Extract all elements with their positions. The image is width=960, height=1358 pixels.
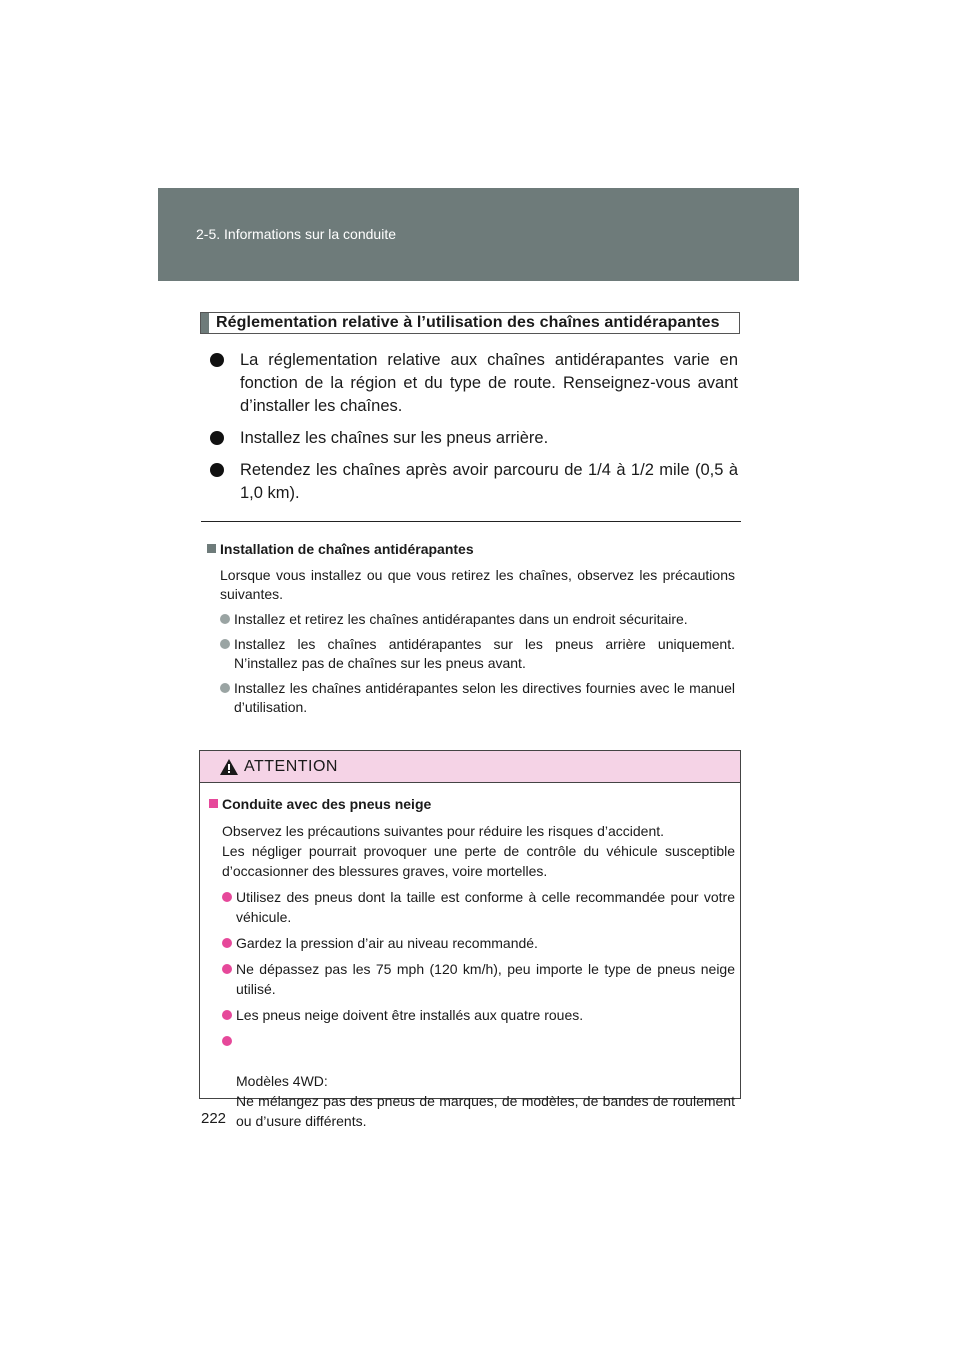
header-band	[158, 188, 799, 281]
list-item	[207, 610, 735, 629]
installation-note	[207, 540, 735, 717]
note-title-text: Installation de chaînes antidérapantes	[220, 541, 474, 557]
warning-intro: Observez les précautions suivantes pour réduire les risques d’accident. Les négliger pourrait provoquer une perte de contrôle du véhicule susceptible d’occasionner des blessures graves, voire mortelles.	[222, 823, 735, 879]
warning-header	[200, 751, 740, 783]
regulation-list	[210, 349, 738, 514]
list-item	[210, 349, 738, 418]
list-item	[209, 887, 735, 927]
list-item-text: Installez les chaînes antidérapantes sur les pneus arrière uniquement. N’installez pas de chaînes sur les pneus avant.	[234, 636, 735, 671]
heading-bar	[201, 313, 209, 333]
list-item-text: Modèles 4WD: Ne mélangez pas des pneus de marques, de modèles, de bandes de roulement ou d’usure différents.	[236, 1073, 735, 1129]
list-item-text: Utilisez des pneus dont la taille est conforme à celle recommandée pour votre véhicule.	[236, 889, 735, 925]
list-item	[207, 679, 735, 717]
list-item	[209, 1031, 735, 1131]
regulation-heading	[200, 312, 740, 334]
square-bullet-icon	[207, 544, 216, 553]
square-bullet-icon	[209, 799, 218, 808]
warning-title	[209, 794, 735, 814]
bullet-icon	[220, 639, 230, 649]
bullet-icon	[210, 431, 224, 445]
bullet-icon	[220, 614, 230, 624]
note-intro: Lorsque vous installez ou que vous retirez les chaînes, observez les précautions suivantes.	[220, 567, 735, 602]
bullet-icon	[222, 1010, 232, 1020]
list-item	[210, 427, 738, 450]
divider	[201, 521, 741, 522]
list-item-text: Installez et retirez les chaînes antidérapantes dans un endroit sécuritaire.	[234, 611, 688, 627]
warning-triangle-icon	[220, 759, 238, 775]
list-item-text: Installez les chaînes sur les pneus arrière.	[240, 429, 549, 447]
section-title: 2-5. Informations sur la conduite	[196, 226, 396, 242]
bullet-icon	[210, 353, 224, 367]
list-item-text: Les pneus neige doivent être installés aux quatre roues.	[236, 1007, 584, 1023]
warning-title-text: Conduite avec des pneus neige	[222, 796, 432, 812]
bullet-icon	[220, 683, 230, 693]
warning-label: ATTENTION	[244, 758, 338, 775]
warning-body	[209, 794, 735, 1131]
bullet-icon	[222, 964, 232, 974]
page-number: 222	[201, 1110, 227, 1127]
bullet-icon	[222, 892, 232, 902]
list-item	[209, 959, 735, 999]
bullet-icon	[210, 463, 224, 477]
list-item	[207, 635, 735, 673]
list-item-text: Installez les chaînes antidérapantes selon les directives fournies avec le manuel d’utilisation.	[234, 680, 735, 715]
bullet-icon	[222, 1036, 232, 1046]
list-item-text: Retendez les chaînes après avoir parcouru de 1/4 à 1/2 mile (0,5 à 1,0 km).	[240, 461, 738, 502]
regulation-heading-text: Réglementation relative à l’utilisation des chaînes antidérapantes	[216, 314, 720, 331]
note-title	[207, 540, 735, 559]
list-item	[210, 459, 738, 505]
list-item-text: La réglementation relative aux chaînes antidérapantes varie en fonction de la région et du type de route. Renseignez-vous avant d’installer les chaînes.	[240, 351, 738, 415]
list-item-text: Gardez la pression d’air au niveau recommandé.	[236, 935, 538, 951]
list-item	[209, 1005, 735, 1025]
bullet-icon	[222, 938, 232, 948]
list-item	[209, 933, 735, 953]
list-item-text: Ne dépassez pas les 75 mph (120 km/h), peu importe le type de pneus neige utilisé.	[236, 961, 735, 997]
